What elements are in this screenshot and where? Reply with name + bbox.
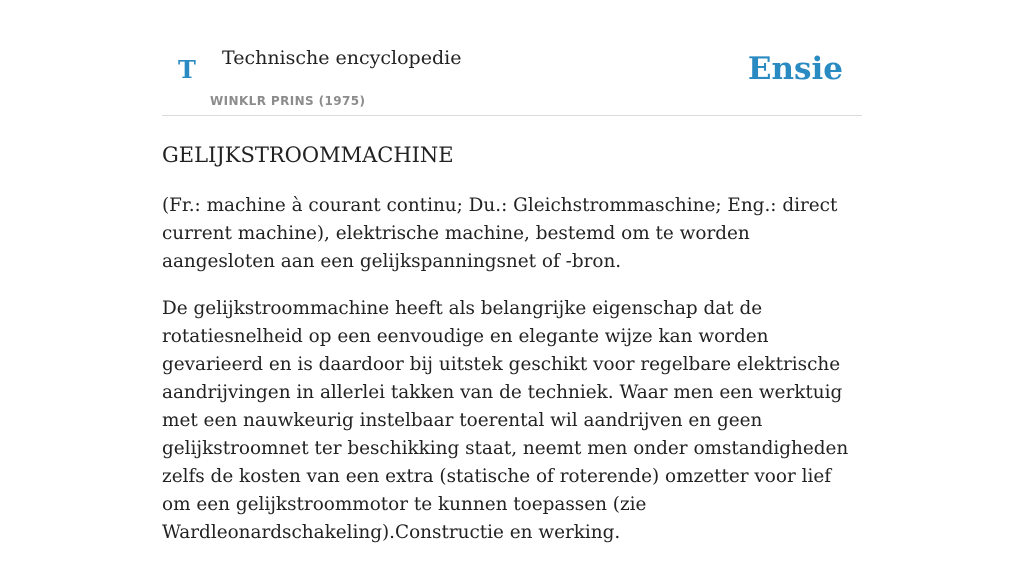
ensie-logo-link[interactable]: Ensie bbox=[747, 51, 843, 87]
book-title-link[interactable]: Technische encyclopedie bbox=[222, 47, 462, 69]
entry-title: GELIJKSTROOMMACHINE bbox=[162, 143, 454, 167]
book-header bbox=[162, 0, 862, 116]
entry-paragraph: (Fr.: machine à courant continu; Du.: Gleichstrommaschine; Eng.: direct current machine), elektrische machine, bestemd om te worden aangesloten aan een gelijkspanningsnet of -bron. bbox=[162, 195, 838, 272]
book-logo-letter[interactable]: T bbox=[178, 55, 196, 84]
entry-body bbox=[162, 192, 862, 566]
book-source-label: WINKLR PRINS (1975) bbox=[210, 94, 366, 108]
entry-paragraph: De gelijkstroommachine heeft als belangrijke eigenschap dat de rotatiesnelheid op een eenvoudige en elegante wijze kan worden gevarieerd en is daardoor bij uitstek geschikt voor regelbare elektrische aandrijvingen in allerlei takken van de techniek. Waar men een werktuig met een nauwkeurig instelbaar toerental wil aandrijven en geen gelijkstroomnet ter beschikking staat, neemt men onder omstandigheden zelfs de kosten van een extra (statische of roterende) omzetter voor lief om een gelijkstroommotor te kunnen toepassen (zie Wardleonardschakeling).Constructie en werking. bbox=[162, 298, 849, 543]
